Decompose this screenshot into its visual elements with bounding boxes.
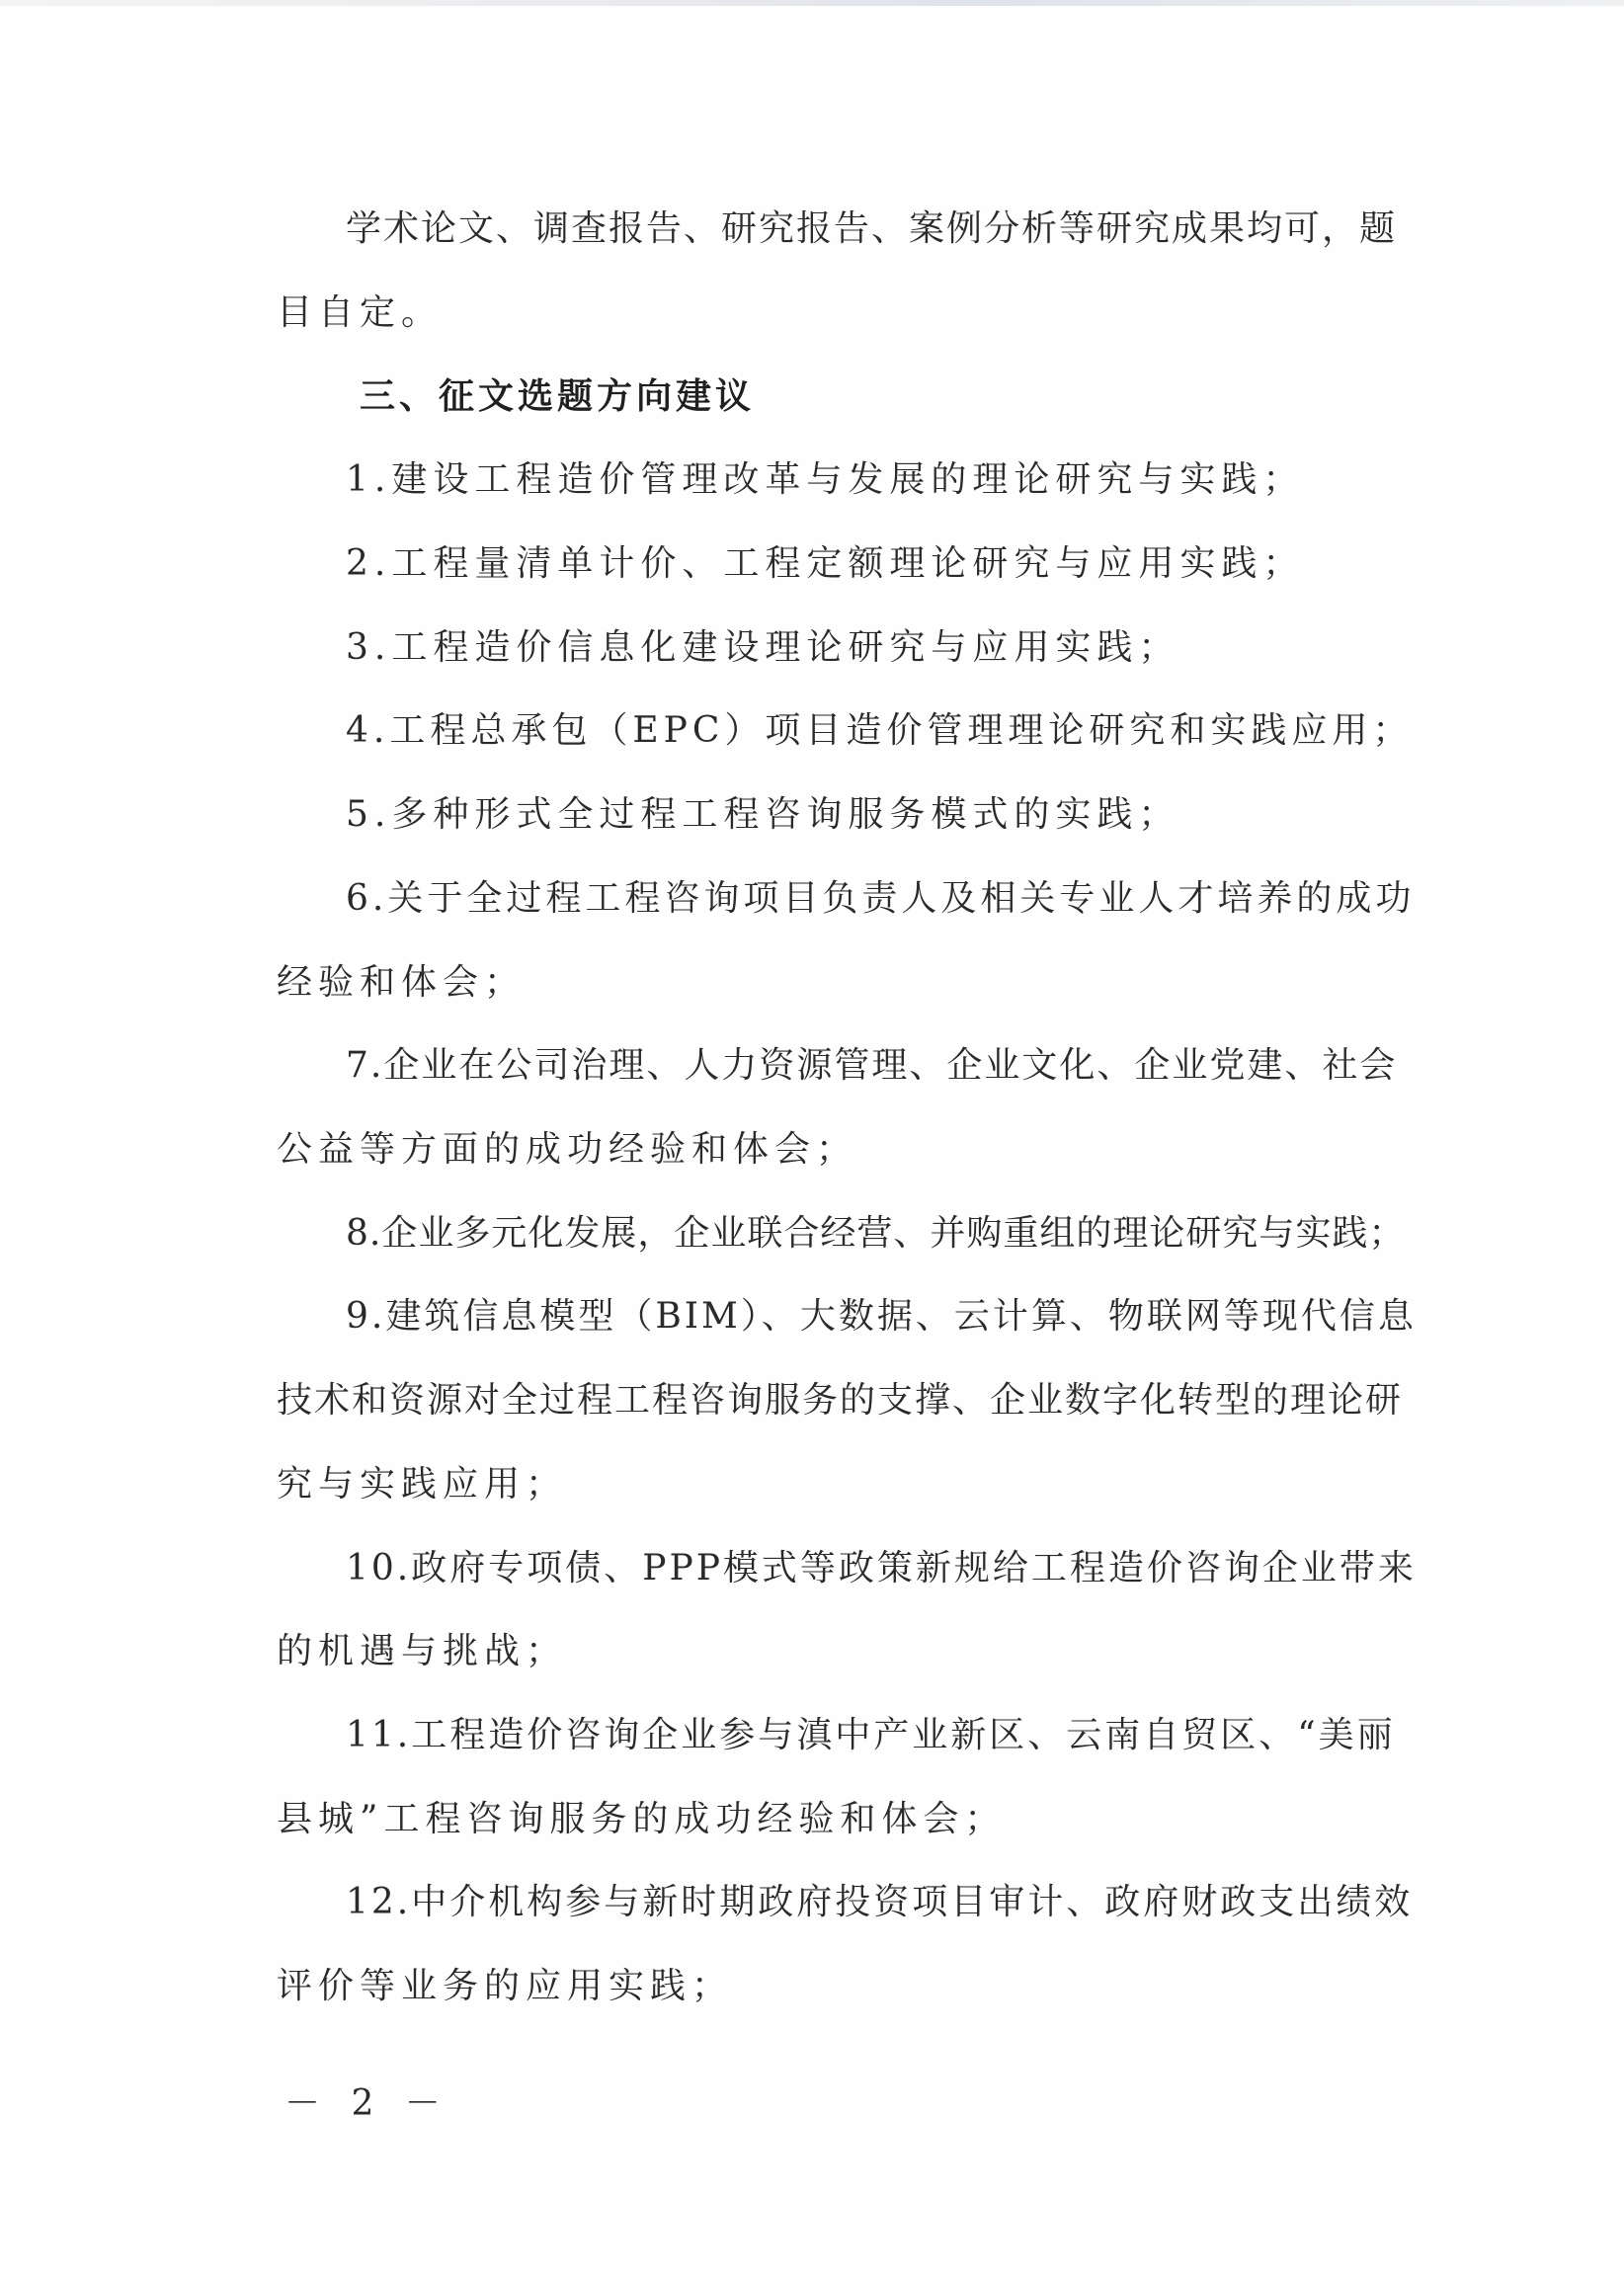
page-number: － 2 －: [284, 2083, 450, 2124]
section-heading: 三、征文选题方向建议: [360, 376, 756, 417]
list-item-continuation: 评价等业务的应用实践；: [277, 1966, 734, 2006]
list-item-continuation: 县城”工程咨询服务的成功经验和体会；: [277, 1799, 1007, 1839]
list-item: 1.建设工程造价管理改革与发展的理论研究与实践；: [346, 459, 1305, 500]
list-item: 2.工程量清单计价、工程定额理论研究与应用实践；: [346, 543, 1305, 584]
list-item: 4.工程总承包（EPC）项目造价管理理论研究和实践应用；: [346, 710, 1414, 751]
list-item-continuation: 经验和体会；: [277, 962, 527, 1003]
list-item: 8.企业多元化发展，企业联合经营、并购重组的理论研究与实践；: [346, 1213, 1406, 1254]
list-item-continuation: 究与实践应用；: [277, 1464, 568, 1505]
list-item: 6.关于全过程工程咨询项目负责人及相关专业人才培养的成功: [346, 878, 1416, 919]
list-item-continuation: 公益等方面的成功经验和体会；: [277, 1129, 858, 1170]
list-item: 5.多种形式全过程工程咨询服务模式的实践；: [346, 794, 1180, 835]
list-item-continuation: 技术和资源对全过程工程咨询服务的支撑、企业数字化转型的理论研: [277, 1380, 1404, 1421]
list-item: 10.政府专项债、PPP模式等政策新规给工程造价咨询企业带来: [346, 1548, 1417, 1588]
list-item: 7.企业在公司治理、人力资源管理、企业文化、企业党建、社会: [346, 1045, 1398, 1086]
list-item-continuation: 的机遇与挑战；: [277, 1631, 568, 1671]
paragraph-line: 目自定。: [277, 292, 444, 333]
list-item: 3.工程造价信息化建设理论研究与应用实践；: [346, 627, 1180, 668]
list-item: 11.工程造价咨询企业参与滇中产业新区、云南自贸区、“美丽: [346, 1715, 1396, 1755]
list-item: 12.中介机构参与新时期政府投资项目审计、政府财政支出绩效: [346, 1882, 1414, 1922]
scan-top-edge: [0, 0, 1624, 6]
list-item: 9.建筑信息模型（BIM）、大数据、云计算、物联网等现代信息: [346, 1296, 1417, 1337]
paragraph-line: 学术论文、调查报告、研究报告、案例分析等研究成果均可，题: [346, 208, 1398, 249]
